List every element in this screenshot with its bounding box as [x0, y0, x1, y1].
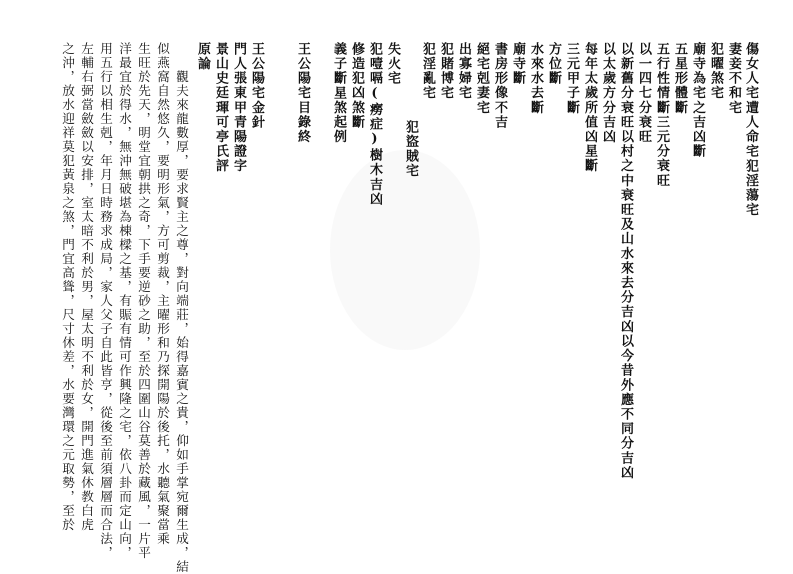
- toc-entry: [493, 42, 506, 130]
- author-credit: 門人張東甲青陽證字: [231, 42, 246, 174]
- body-text-column: 用五行以相生剋，年月日時務求成局，家人父子自此皆亨，從後至前須層層而合法，: [98, 42, 113, 560]
- faint-seal-watermark: [330, 150, 480, 350]
- toc-end-text: 王公陽宅目錄終: [295, 42, 310, 145]
- body-text-column: 左輔右弼當斂斂以安排，室太暗不利於男，屋太明不利於女，開門進氣休教白虎: [79, 42, 94, 532]
- toc-entry-text: 義子斷: [331, 42, 346, 86]
- toc-entry: [368, 42, 381, 207]
- toc-entry-text: 犯淫亂宅: [420, 42, 435, 101]
- toc-entry: [637, 42, 650, 144]
- toc-entry-text: 以今昔外應不同分吉凶: [618, 334, 633, 481]
- toc-entry-text: 廟寺為宅之吉凶斷: [690, 42, 705, 159]
- toc-entry: [404, 120, 417, 178]
- toc-entry: [475, 42, 488, 115]
- toc-entry: [601, 42, 614, 144]
- toc-entry: [547, 42, 560, 86]
- toc-entry-text: 遭人命宅: [743, 100, 758, 159]
- toc-entry-text: 以新舊分衰旺: [618, 42, 633, 130]
- toc-entry: [727, 42, 740, 115]
- toc-entry-text: 五行性情斷三元分衰旺: [654, 42, 669, 188]
- toc-entry-text: 犯盜賊宅: [403, 120, 418, 179]
- toc-entry-text: 犯淫蕩宅: [743, 158, 758, 218]
- toc-entry-text: 妻妾不和宅: [726, 42, 741, 115]
- toc-entry: [386, 42, 399, 86]
- toc-entry-text: 以一四七分衰旺: [636, 42, 651, 145]
- toc-entry-text: 絕宅: [474, 42, 489, 72]
- toc-entry-text: 以村之中衰旺及山水來去分吉凶: [618, 129, 633, 335]
- toc-entry-text: 修造犯凶煞斷: [349, 42, 364, 130]
- body-text-column: 似燕窩自然悠久，要明形氣，方可剪裁，主曜形和乃探開陽於後托，水聽氣聚當乘: [155, 42, 170, 546]
- toc-entry-text: 樹木吉凶: [367, 148, 382, 207]
- toc-entry: [421, 42, 434, 100]
- toc-entry: [457, 42, 470, 100]
- toc-entry-text: 犯噎嗝(癆症): [367, 42, 382, 149]
- toc-entry-text: 三元甲子斷: [564, 42, 579, 115]
- commentator-credit: 景山史廷琿可亭氏評: [213, 42, 228, 174]
- body-text-column: 生旺於先天，明堂宜朝拱之奇，下手要逆砂之助，至於四圍山谷莫善於藏風，一片平: [136, 42, 151, 560]
- body-text-column: 洋最宜於得水，無沖無破堪為棟樑之基，有賑有情可作興隆之宅，依八卦而定山向，: [117, 42, 132, 560]
- toc-entry-text: 犯曜煞宅: [708, 42, 723, 101]
- toc-entry: [529, 42, 542, 115]
- toc-entry: [350, 42, 363, 130]
- toc-entry-text: 每年太歲所值凶星斷: [582, 42, 597, 174]
- toc-entry-text: 失火宅: [385, 42, 400, 86]
- toc-entry-text: 廟寺斷: [510, 42, 525, 86]
- toc-entry-text: 傷女人宅: [743, 42, 758, 101]
- toc-entry-text: 水來水去斷: [528, 42, 543, 115]
- toc-entry: [673, 42, 686, 115]
- toc-entry: [511, 42, 524, 86]
- toc-entry-text: 以太歲方分吉凶: [600, 42, 615, 145]
- toc-entry: [439, 42, 452, 100]
- toc-entry-text: 方位斷: [546, 42, 561, 86]
- toc-entry-text: 五星形體斷: [672, 42, 687, 115]
- body-text-column: 觀夫來龍數厚，要求賢主之尊，對向端莊，始得嘉賓之貴，仰如手掌宛爾生成，結: [174, 56, 189, 574]
- toc-entry: [619, 42, 632, 480]
- toc-entry: [332, 42, 345, 144]
- toc-entry-text: 犯賭博宅: [438, 42, 453, 101]
- body-text-column: 之沖，放水迎祥莫犯黃泉之煞，門宜高聳，尺寸休差，水要灣環之元取勢，至於: [60, 42, 75, 532]
- toc-entry: [583, 42, 596, 173]
- toc-entry: [565, 42, 578, 115]
- toc-entry: [709, 42, 722, 100]
- toc-entry: [691, 42, 704, 159]
- section-title: 原論: [195, 42, 210, 72]
- book-title: 王公陽宅金針: [249, 42, 264, 130]
- toc-entry-text: 出寡婦宅: [456, 42, 471, 101]
- toc-entry: [744, 42, 757, 217]
- toc-entry: [655, 42, 668, 188]
- toc-entry-text: 書房形像不吉: [492, 42, 507, 130]
- toc-entry-text: 剋妻宅: [474, 71, 489, 116]
- toc-end-marker: [296, 42, 309, 144]
- toc-entry-text: 星煞起例: [331, 85, 346, 145]
